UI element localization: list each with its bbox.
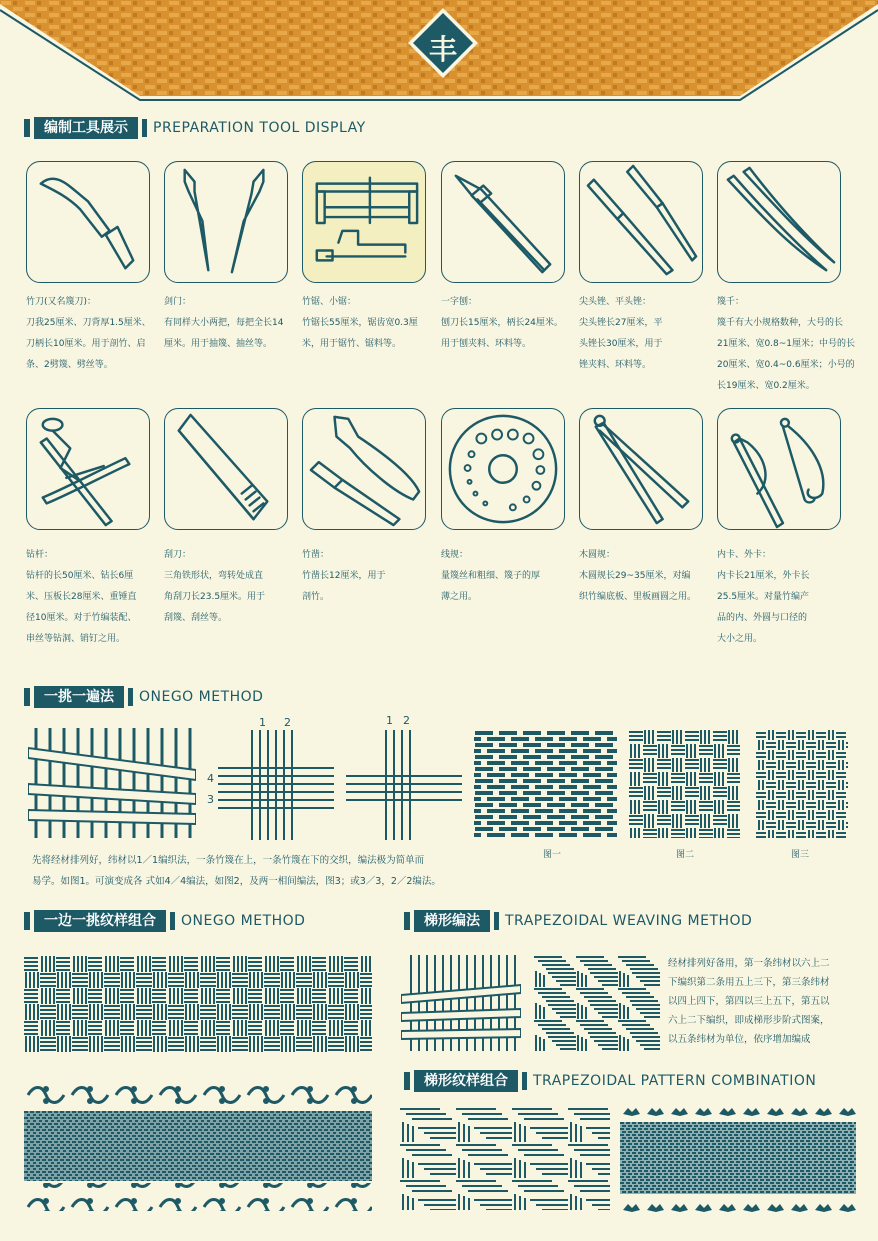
bamboo-needle-icon — [718, 162, 840, 282]
weave-number: 1 — [386, 714, 393, 727]
drill-icon — [27, 409, 149, 529]
tool-line: 刨刀长15厘米，柄长24厘米。 — [441, 318, 563, 328]
tool-title: 尖头锉、平头锉： — [579, 297, 652, 307]
section-title-en: PREPARATION TOOL DISPLAY — [153, 120, 366, 136]
figure-caption: 图三 — [791, 850, 810, 860]
tool-desc-plane — [441, 292, 571, 355]
tool-desc-bamboo-needle — [717, 292, 867, 397]
tool-desc-compass — [579, 545, 709, 608]
pattern-figure-1 — [474, 730, 617, 838]
tool-line: 品的内、外圆与口径的 — [717, 613, 808, 623]
tool-card-scraper — [164, 408, 288, 530]
weave-number: 2 — [403, 714, 410, 727]
section-header-trap-combo — [404, 1070, 816, 1092]
tool-title: 剑门： — [164, 297, 192, 307]
section-title-en: TRAPEZOIDAL PATTERN COMBINATION — [533, 1073, 817, 1089]
section-title-cn: 梯形纹样组合 — [414, 1070, 518, 1092]
tool-card-compass — [579, 408, 703, 530]
scraper-icon — [165, 409, 287, 529]
plane-icon — [442, 162, 564, 282]
tool-line: 20厘米、宽0.4~0.6厘米；小号的 — [717, 360, 855, 370]
tool-desc-bamboo-saw — [302, 292, 432, 355]
tool-line: 篾千有大小规格数种，大号的长 — [717, 318, 844, 328]
tool-line: 米、压板长28厘米、重锤直 — [26, 592, 137, 602]
tool-line: 头锉长30厘米，用于 — [579, 339, 663, 349]
tool-card-gauge — [441, 408, 565, 530]
trapezoid-combo-pattern-2 — [620, 1104, 856, 1212]
tool-title: 刮刀： — [164, 550, 192, 560]
tool-desc-sword-door — [164, 292, 294, 355]
tool-line: 大小之用。 — [717, 634, 763, 644]
section-title-en: TRAPEZOIDAL WEAVING METHOD — [505, 913, 753, 929]
tool-line: 竹锯长55厘米，锯齿宽0.3厘 — [302, 318, 418, 328]
tool-line: 有同样大小两把，每把全长14 — [164, 318, 284, 328]
tool-line: 21厘米、宽0.8~1厘米；中号的长 — [717, 339, 856, 349]
tool-line: 角刮刀长23.5厘米。用于 — [164, 592, 266, 602]
tool-line: 剖竹。 — [302, 592, 330, 602]
weave-number: 4 — [207, 772, 214, 785]
trapezoid-weave-diagram — [401, 955, 521, 1051]
tool-line: 量篾丝和粗细、篾子的厚 — [441, 571, 541, 581]
paragraph-line: 易学。如图1。可演变成各 式如4／4编法，如图2，及两一相间编法，图3；或3／3，2／2编法。 — [32, 876, 441, 887]
logo-char: 丰 — [428, 33, 457, 66]
section-header-trap — [404, 910, 752, 932]
trapezoid-combo-pattern-1 — [400, 1106, 610, 1210]
caliper-icon — [718, 409, 840, 529]
weave-cross-diagram-b — [346, 730, 462, 840]
tool-line: 三角铁形状，弯转处成直 — [164, 571, 264, 581]
weave-cross-diagram-a — [218, 730, 334, 840]
tool-title: 木圆规： — [579, 550, 616, 560]
tool-card-sword-door — [164, 161, 288, 283]
tool-line: 长19厘米、宽0.2厘米。 — [717, 381, 815, 391]
tool-line: 径10厘米。对于竹编装配、 — [26, 613, 137, 623]
tool-line: 薄之用。 — [441, 592, 478, 602]
tool-title: 内卡、外卡： — [717, 550, 772, 560]
combo-pattern-band-2 — [24, 1081, 372, 1211]
paragraph-line: 经材排列好备用，第一条纬材以六上二 — [668, 958, 830, 969]
trapezoid-pattern-swatch — [534, 955, 660, 1051]
section-title-cn: 一边一挑纹样组合 — [34, 910, 166, 932]
weave-number: 1 — [259, 716, 266, 729]
tool-title: 线规： — [441, 550, 469, 560]
tool-card-bamboo-knife — [26, 161, 150, 283]
section-header-onego — [24, 686, 263, 708]
section-title-en: ONEGO METHOD — [139, 689, 264, 705]
tool-line: 刀柄长10厘米。用于剖竹、启 — [26, 339, 146, 349]
tool-title: 竹凿： — [302, 550, 330, 560]
tool-card-bamboo-saw — [302, 161, 426, 283]
tool-line: 锉夹料、环料等。 — [579, 360, 652, 370]
section-header-tools — [24, 117, 366, 139]
section-title-cn: 梯形编法 — [414, 910, 490, 932]
tool-title: 钻杆： — [26, 550, 54, 560]
compass-icon — [580, 409, 702, 529]
cone-icon — [580, 162, 702, 282]
tool-line: 织竹编底板、里板画圆之用。 — [579, 592, 697, 602]
onego-description — [32, 850, 482, 892]
tool-title: 一字刨： — [441, 297, 478, 307]
tool-line: 厘米。用于抽篾、抽丝等。 — [164, 339, 273, 349]
tool-line: 条、2劈篾、劈丝等。 — [26, 360, 113, 370]
tool-card-plane — [441, 161, 565, 283]
tool-line: 用于刨夹料、环料等。 — [441, 339, 532, 349]
paragraph-line: 以五条纬材为单位，依序增加编成 — [668, 1034, 811, 1045]
combo-pattern-band-1 — [24, 956, 372, 1052]
tool-line: 串丝等钻洞、销钉之用。 — [26, 634, 126, 644]
tool-title: 篾千： — [717, 297, 745, 307]
tool-card-chisel — [302, 408, 426, 530]
tool-desc-drill — [26, 545, 156, 650]
tool-card-file — [579, 161, 703, 283]
tool-card-bamboo-needle — [717, 161, 841, 283]
tool-line: 尖头锉长27厘米，平 — [579, 318, 663, 328]
pattern-figure-3 — [756, 730, 848, 838]
section-title-cn: 编制工具展示 — [34, 117, 138, 139]
paragraph-line: 下编织第二条用五上三下，第三条纬材 — [668, 977, 830, 988]
tool-line: 刮篾、刮丝等。 — [164, 613, 228, 623]
chisel-icon — [303, 409, 425, 529]
tool-line: 钻杆的长50厘米、钻长6厘 — [26, 571, 134, 581]
gauge-icon — [442, 409, 564, 529]
figure-caption: 图二 — [676, 850, 695, 860]
tool-title: 竹锯、小锯： — [302, 297, 357, 307]
tool-desc-caliper — [717, 545, 847, 650]
tool-line: 木圆规长29~35厘米，对编 — [579, 571, 691, 581]
bamboo-saw-icon — [303, 162, 425, 282]
section-title-en: ONEGO METHOD — [181, 913, 306, 929]
tool-desc-bamboo-knife — [26, 292, 156, 376]
tool-desc-scraper — [164, 545, 294, 629]
tool-desc-gauge — [441, 545, 571, 608]
weave-perspective-diagram — [28, 728, 196, 838]
tool-line: 刀我25厘米、刀背厚1.5厘米、 — [26, 318, 151, 328]
tool-desc-file — [579, 292, 709, 376]
sword-door-icon — [165, 162, 287, 282]
figure-caption: 图一 — [543, 850, 562, 860]
weave-number: 3 — [207, 793, 214, 806]
tool-card-drill — [26, 408, 150, 530]
tool-line: 竹凿长12厘米，用于 — [302, 571, 386, 581]
trap-description — [668, 954, 868, 1049]
section-title-cn: 一挑一遍法 — [34, 686, 124, 708]
paragraph-line: 六上二下编织，即成梯形步阶式图案， — [668, 1015, 830, 1026]
tool-line: 25.5厘米。对量竹编产 — [717, 592, 810, 602]
weave-number: 2 — [284, 716, 291, 729]
paragraph-line: 以四上四下，第四以三上五下，第五以 — [668, 996, 830, 1007]
paragraph-line: 先将经材排列好，纬材以1／1编织法，一条竹篾在上，一条竹篾在下的交织，编法极为简单而 — [32, 855, 425, 866]
tool-desc-chisel — [302, 545, 432, 608]
tool-card-caliper — [717, 408, 841, 530]
pattern-figure-2 — [629, 730, 740, 838]
tool-line: 米，用于锯竹、锯料等。 — [302, 339, 402, 349]
bamboo-knife-icon — [27, 162, 149, 282]
tool-title: 竹刀(又名篾刀)： — [26, 297, 97, 307]
tool-line: 内卡长21厘米，外卡长 — [717, 571, 810, 581]
section-header-combo — [24, 910, 305, 932]
